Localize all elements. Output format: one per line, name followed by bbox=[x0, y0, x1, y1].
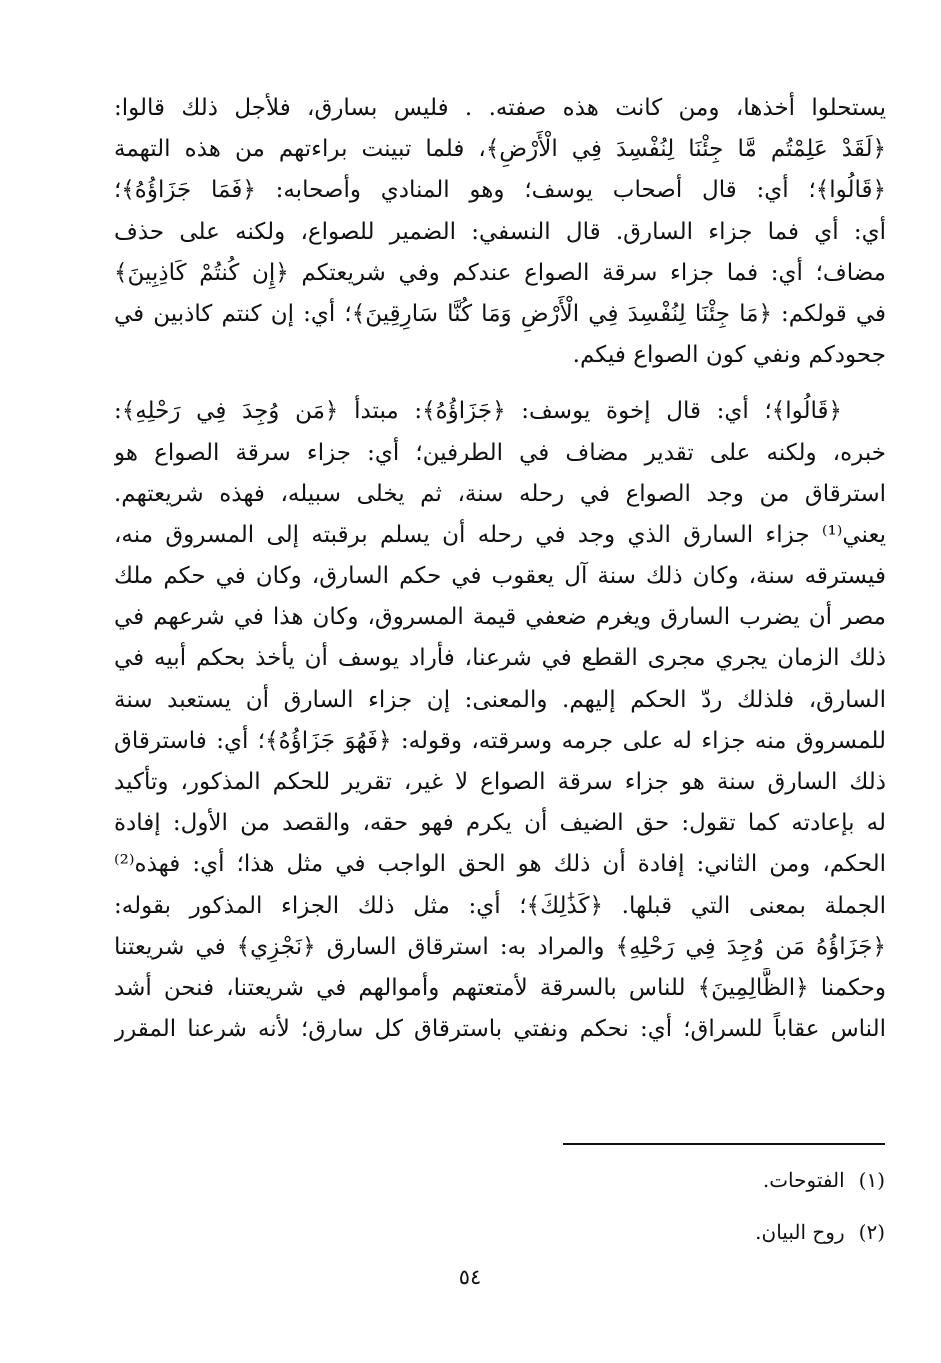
footnote-number: (١) bbox=[858, 1168, 885, 1192]
paragraph-gap bbox=[114, 376, 886, 391]
footnote-text: الفتوحات. bbox=[762, 1168, 845, 1192]
text-line: مصر أن يضرب السارق ويغرم ضعفي قيمة المسروق، وكان هذا في شرعهم في bbox=[114, 604, 886, 631]
text-line: خبره، ولكنه على تقدير مضاف في الطرفين؛ أي: جزاء سرقة الصواع هو bbox=[114, 439, 886, 466]
text-line: أي: أي فما جزاء السارق. قال النسفي: الضمير للصواع، ولكنه على حذف bbox=[114, 218, 886, 245]
footnote-divider bbox=[563, 1143, 885, 1145]
text-line: جحودكم ونفي كون الصواع فيكم. bbox=[572, 342, 886, 369]
text-line: الجملة بمعنى التي قبلها. ﴿كَذَٰلِكَ﴾؛ أي: مثل ذلك الجزاء المذكور بقوله: bbox=[114, 892, 886, 919]
footnote bbox=[500, 1214, 885, 1266]
text-line: في قولكم: ﴿مَا جِئْنَا لِنُفْسِدَ فِي الْأَرْضِ وَمَا كُنَّا سَارِقِينَ﴾؛ أي: إن كنتم كاذبين في bbox=[114, 300, 886, 327]
footnote-text: روح البيان. bbox=[755, 1220, 845, 1244]
footnote-number: (٢) bbox=[858, 1220, 885, 1244]
text-line: ذلك الزمان يجري مجرى القطع في شرعنا، فأراد يوسف أن يأخذ بحكم أبيه في bbox=[114, 645, 886, 672]
text-line: ﴿قَالُوا﴾؛ أي: قال إخوة يوسف: ﴿جَزَاؤُهُ﴾: مبتدأ ﴿مَن وُجِدَ فِي رَحْلِهِ﴾: bbox=[114, 398, 842, 425]
text-line: وحكمنا ﴿الظَّالِمِينَ﴾ للناس بالسرقة لأمتعتهم وأموالهم في شريعتنا، فنحن أشد bbox=[114, 974, 886, 1001]
text-line: الناس عقاباً للسراق؛ أي: نحكم ونفتي باسترقاق كل سارق؛ لأنه شرعنا المقرر bbox=[114, 1016, 886, 1043]
page-number: ٥٤ bbox=[458, 1265, 482, 1289]
text-line: فيسترقه سنة، وكان ذلك سنة آل يعقوب في حكم السارق، وكان في حكم ملك bbox=[114, 563, 886, 590]
text-line: له بإعادته كما تقول: حق الضيف أن يكرم فهو حقه، والقصد من الأول: إفادة bbox=[114, 810, 886, 837]
text-line: ﴿قَالُوا﴾؛ أي: قال أصحاب يوسف؛ وهو المنادي وأصحابه: ﴿فَمَا جَزَاؤُهُ﴾؛ bbox=[114, 177, 886, 204]
text-line: يستحلوا أخذها، ومن كانت هذه صفته. . فليس بسارق، فلأجل ذلك قالوا: bbox=[114, 95, 886, 121]
text-line: مضاف؛ أي: فما جزاء سرقة الصواع عندكم وفي شريعتكم ﴿إِن كُنتُمْ كَاذِبِينَ﴾ bbox=[114, 259, 886, 286]
text-line: يعني⁽¹⁾ جزاء السارق الذي وجد في رحله أن يسلم برقبته إلى المسروق منه، bbox=[114, 521, 886, 548]
text-line: الحكم، ومن الثاني: إفادة أن ذلك هو الحق الواجب في مثل هذا؛ أي: فهذه⁽²⁾ bbox=[114, 851, 886, 878]
text-line: للمسروق منه جزاء له على جرمه وسرقته، وقوله: ﴿فَهُوَ جَزَاؤُهُ﴾؛ أي: فاسترقاق bbox=[114, 727, 886, 754]
main-text bbox=[114, 88, 886, 1050]
text-line: ﴿لَقَدْ عَلِمْتُم مَّا جِئْنَا لِنُفْسِدَ فِي الْأَرْضِ﴾، فلما تبينت براءتهم من هذه التهمة bbox=[114, 136, 886, 163]
text-line: استرقاق من وجد الصواع في رحله سنة، ثم يخلى سبيله، فهذه شريعتهم. bbox=[114, 480, 886, 507]
text-line: ﴿جَزَاؤُهُ مَن وُجِدَ فِي رَحْلِهِ﴾ والمراد به: استرقاق السارق ﴿نَجْزِي﴾ في شريعتنا bbox=[114, 933, 886, 960]
text-line: ذلك السارق سنة هو جزاء سرقة الصواع لا غير، تقرير للحكم المذكور، وتأكيد bbox=[114, 769, 886, 795]
footnotes bbox=[500, 1162, 885, 1266]
text-line: السارق، فلذلك ردّ الحكم إليهم. والمعنى: إن جزاء السارق أن يستعبد سنة bbox=[114, 686, 886, 713]
footnote bbox=[500, 1162, 885, 1214]
